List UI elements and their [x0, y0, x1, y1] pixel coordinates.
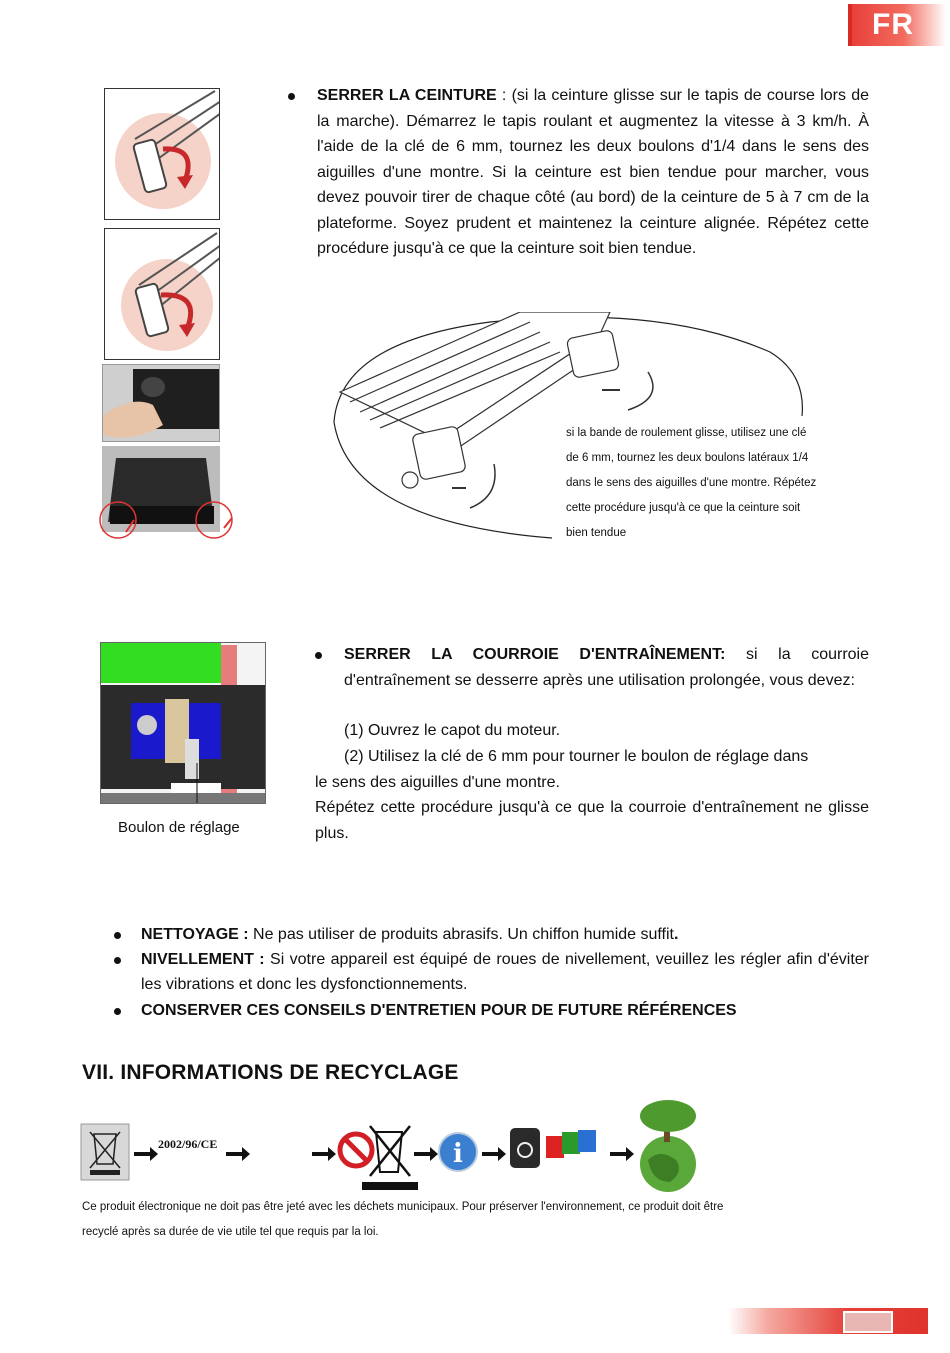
keep-advice: CONSERVER CES CONSEILS D'ENTRETIEN POUR DE FUTURE RÉFÉRENCES	[141, 1002, 737, 1019]
caption-line: dans le sens des aiguilles d'une montre. Répétez	[566, 477, 817, 489]
directive-label: 2002/96/CE	[158, 1137, 218, 1151]
leveling-title: NIVELLEMENT :	[141, 951, 265, 968]
recycling-line-1: Ce produit électronique ne doit pas être jeté avec les déchets municipaux. Pour préserver l'environnement, ce produit doit être	[82, 1201, 724, 1213]
bolt-label: Boulon de réglage	[118, 819, 240, 836]
section-heading: VII. INFORMATIONS DE RECYCLAGE	[82, 1061, 459, 1084]
bullet	[315, 652, 322, 659]
svg-text:i: i	[453, 1139, 463, 1169]
cleaning-title: NETTOYAGE :	[141, 926, 249, 943]
recycling-line-2: recyclé après sa durée de vie utile tel que requis par la loi.	[82, 1226, 379, 1238]
caption-line: si la bande de roulement glisse, utilisez une clé	[566, 427, 807, 439]
drive-repeat: Répétez cette procédure jusqu'à ce que la courroie d'entraînement ne glisse plus.	[315, 799, 869, 842]
cleaning-end: .	[673, 926, 679, 943]
page-number-box	[843, 1311, 893, 1333]
bullet	[114, 932, 121, 939]
drive-step-2a: (2) Utilisez la clé de 6 mm pour tourner le boulon de réglage dans	[344, 748, 809, 765]
bullet	[114, 957, 121, 964]
cleaning-item	[141, 922, 869, 947]
leveling-item	[141, 947, 869, 997]
language-label: FR	[872, 8, 914, 41]
belt-step-image-2	[104, 228, 220, 360]
diagram-caption	[566, 421, 836, 546]
drive-step-1: (1) Ouvrez le capot du moteur.	[344, 722, 561, 739]
motor-diagram	[100, 642, 266, 804]
drive-step-2b: le sens des aiguilles d'une montre.	[315, 774, 560, 791]
bullet	[114, 1008, 121, 1015]
belt-photo-treadmill	[96, 446, 238, 544]
belt-title: SERRER LA CEINTURE	[317, 87, 497, 104]
drive-title: SERRER LA COURROIE D'ENTRAÎNEMENT:	[344, 646, 726, 663]
belt-step-image-1	[104, 88, 220, 220]
leveling-text: Si votre appareil est équipé de roues de nivellement, veuillez les régler afin d'éviter les vibrations et donc les dysfonctionnements.	[141, 951, 869, 993]
belt-body: : (si la ceinture glisse sur le tapis de course lors de la marche). Démarrez le tapis roulant et augmentez la vitesse à 3 km/h. À l'aide de la clé de 6 mm, tournez les deux boulons d'1/4 dans le sens des aiguilles d'une montre. Si la ceinture est bien tendue pour marcher, vous devez pouvoir tirer de chaque côté (au bord) de la ceinture de 5 à 7 cm de la plateforme. Soyez prudent et maintenez la ceinture alignée. Répétez cette procédure jusqu'à ce que la ceinture soit bien tendue.	[317, 87, 869, 257]
caption-line: bien tendue	[566, 527, 627, 539]
bullet	[288, 93, 295, 100]
cleaning-text: Ne pas utiliser de produits abrasifs. Un chiffon humide suffit	[248, 926, 674, 943]
belt-photo-hand	[102, 364, 220, 442]
caption-line: cette procédure jusqu'à ce que la ceinture soit	[566, 502, 801, 514]
language-tab	[848, 4, 946, 46]
drive-intro-text: si la courroie d'entraînement se desserre après une utilisation prolongée, vous devez:	[344, 646, 869, 689]
belt-instructions	[317, 83, 869, 262]
caption-line: de 6 mm, tournez les deux boulons latéraux 1/4	[566, 452, 809, 464]
recycling-text	[82, 1195, 872, 1245]
drive-intro	[344, 642, 869, 693]
footer-bar	[728, 1308, 928, 1334]
